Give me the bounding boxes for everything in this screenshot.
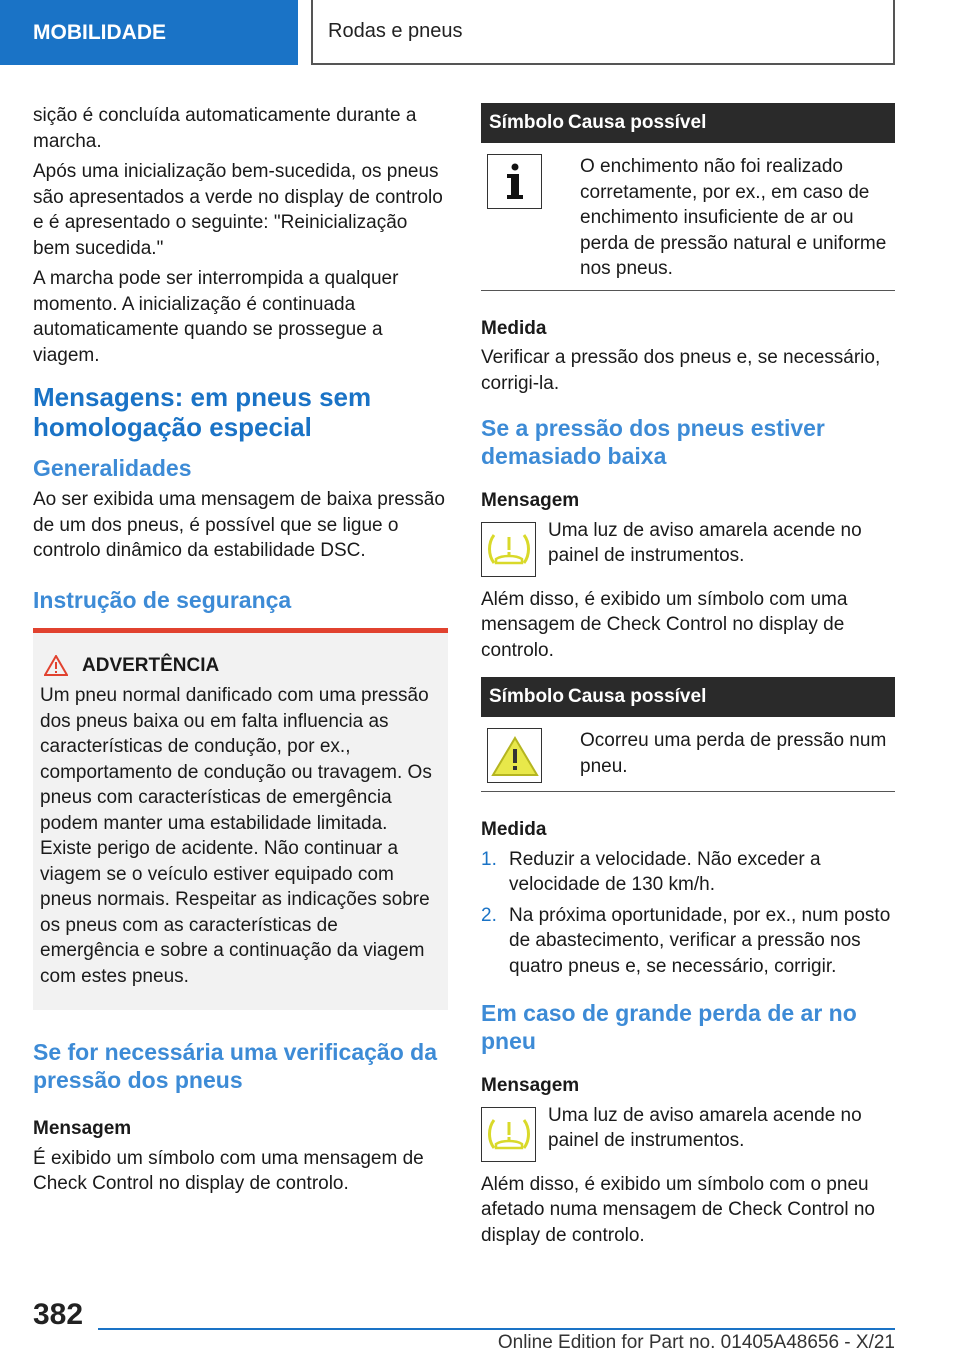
heading-safety: Instrução de segurança: [33, 586, 292, 613]
page-number: 382: [33, 1298, 84, 1331]
heading-check: Se for necessária uma verificação da pressão dos pneus: [33, 1039, 437, 1093]
paragraph: Além disso, é exibido um símbolo com o pneu afetado numa mensagem de Check Control no display de controlo.: [481, 1173, 875, 1246]
heading-message: Mensagem: [33, 1118, 132, 1139]
col-symbol: Símbolo: [489, 686, 564, 708]
tpms-warning-icon: [481, 1107, 536, 1162]
heading-big-loss: Em caso de grande perda de ar no pneu: [481, 1000, 857, 1054]
col-symbol: Símbolo: [489, 112, 564, 134]
table-row: [481, 717, 895, 792]
heading-messages: Mensagens: em pneus sem homologação especial: [33, 382, 372, 442]
footer-divider: [98, 1328, 895, 1330]
info-icon: [487, 154, 542, 209]
section-tab: [0, 0, 298, 65]
step-number: 2.: [481, 904, 497, 926]
right-column: [481, 103, 895, 1253]
warning-box: [33, 628, 448, 1011]
col-cause: Causa possível: [568, 686, 707, 708]
heading-general: Generalidades: [33, 455, 192, 481]
heading-measure: Medida: [481, 317, 547, 339]
table-header: [481, 103, 895, 143]
paragraph: Ao ser exibida uma mensagem de baixa pressão de um dos pneus, é possível que se ligue o controlo dinâmico da estabilidade DSC.: [33, 489, 445, 561]
warning-label: ADVERTÊNCIA: [82, 654, 220, 676]
paragraph: sição é concluída automaticamente durante a marcha.: [33, 105, 417, 152]
step-number: 1.: [481, 848, 497, 870]
chapter-tab: [311, 0, 895, 65]
heading-message: Mensagem: [481, 490, 580, 511]
message-text: Uma luz de aviso amarela acende no painel de instrumentos.: [548, 519, 862, 566]
section-label: MOBILIDADE: [33, 20, 166, 44]
list-item: [481, 847, 895, 898]
table-header: [481, 677, 895, 717]
table-row: [481, 143, 895, 291]
steps-list: [481, 847, 895, 980]
cause-text: Ocorreu uma perda de pressão num pneu.: [580, 730, 887, 777]
heading-measure: Medida: [481, 819, 547, 840]
paragraph: Além disso, é exibido um símbolo com uma mensagem de Check Control no display de controlo.: [481, 588, 848, 661]
chapter-label: Rodas e pneus: [328, 20, 463, 42]
warning-triangle-icon: [44, 655, 68, 676]
paragraph: Após uma inicialização bem-sucedida, os pneus são apresentados a verde no display de controlo e é apresentado o seguinte: "Reinicialização bem sucedida.": [33, 161, 443, 259]
cause-text: O enchimento não foi realizado corretamente, por ex., em caso de enchimento insuficiente de ar ou perda de pressão natural e uniforme nos pneus.: [580, 156, 887, 279]
paragraph: Verificar a pressão dos pneus e, se necessário, corrigi-la.: [481, 347, 881, 394]
paragraph: É exibido um símbolo com uma mensagem de Check Control no display de controlo.: [33, 1147, 424, 1194]
warning-title: [40, 653, 441, 679]
step-text: Na próxima oportunidade, por ex., num posto de abastecimento, verificar a pressão nos quatro pneus e, se necessário, corrigir.: [509, 904, 891, 977]
paragraph: A marcha pode ser interrompida a qualquer momento. A inicialização é continuada automaticamente quando se prossegue a viagem.: [33, 268, 399, 366]
step-text: Reduzir a velocidade. Não exceder a velocidade de 130 km/h.: [509, 848, 821, 895]
left-column: [33, 103, 448, 1202]
heading-message: Mensagem: [481, 1075, 580, 1096]
heading-low-pressure: Se a pressão dos pneus estiver demasiado baixa: [481, 415, 825, 469]
col-cause: Causa possível: [568, 112, 707, 134]
yellow-warning-triangle-icon: [487, 728, 542, 783]
footer-edition: Online Edition for Part no. 01405A48656 - X/21: [497, 1332, 895, 1353]
message-row: [481, 1103, 895, 1162]
message-text: Uma luz de aviso amarela acende no painel de instrumentos.: [548, 1104, 862, 1151]
warning-text: Um pneu normal danificado com uma pressão dos pneus baixa ou em falta influencia as características de condução, por ex., comportamento de condução ou travagem. Os pneus com características de emergência podem manter uma estabilidade limitada. Existe perigo de acidente. Não continuar a viagem se o veículo estiver equipado com pneus normais. Respeitar as indicações sobre os pneus com as características de emergência e sobre a continuação da viagem com estes pneus.: [40, 685, 432, 987]
message-row: [481, 518, 895, 577]
tpms-warning-icon: [481, 522, 536, 577]
list-item: [481, 903, 895, 980]
